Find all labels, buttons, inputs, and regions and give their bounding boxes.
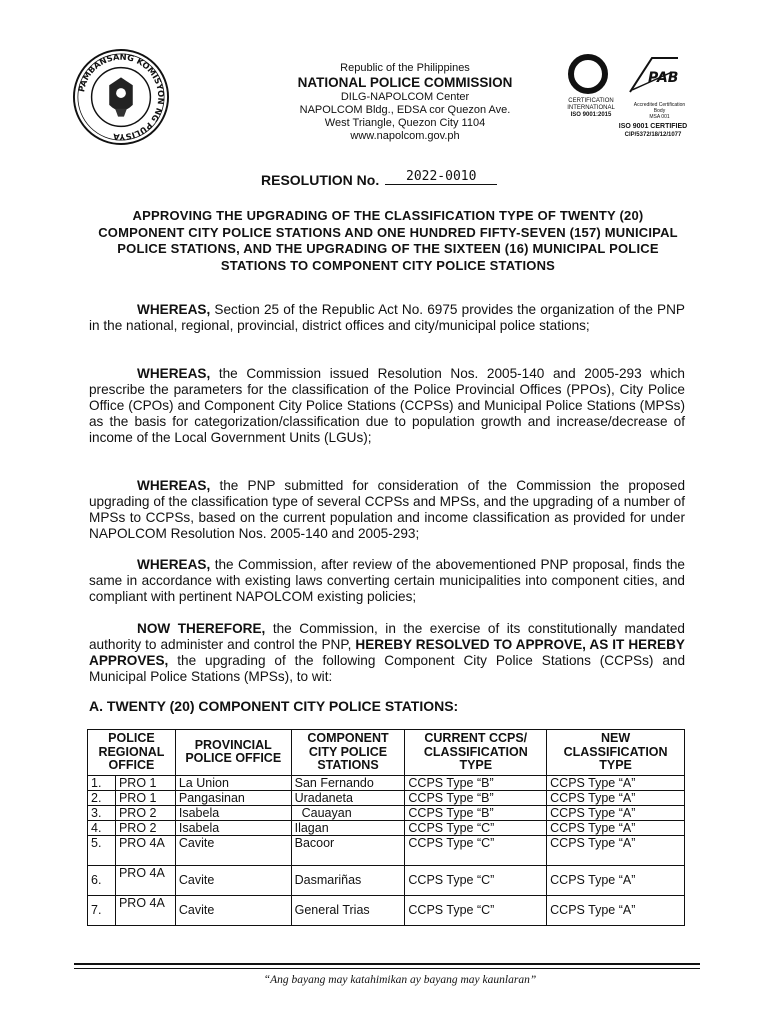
table-row: 2. PRO 1 Pangasinan Uradaneta CCPS Type “B” CCPS Type “A” xyxy=(88,790,685,805)
org-name: NATIONAL POLICE COMMISSION xyxy=(297,75,513,90)
pab-logo-text: PAB xyxy=(648,70,679,86)
address-line-2: West Triangle, Quezon City 1104 xyxy=(324,117,486,129)
col-header-new: NEW CLASSIFICATION TYPE xyxy=(547,730,685,776)
resolution-number-value: 2022-0010 xyxy=(385,169,497,185)
center-line: DILG-NAPOLCOM Center xyxy=(340,91,470,103)
cert-text: CERTIFICATION INTERNATIONAL ISO 9001:2015 xyxy=(567,98,615,118)
col-header-current: CURRENT CCPS/ CLASSIFICATION TYPE xyxy=(405,730,547,776)
footer-rule-thin xyxy=(74,968,700,969)
table-row: 5. PRO 4A Cavite Bacoor CCPS Type “C” CCPS Type “A” xyxy=(88,835,685,865)
whereas-paragraph-3: WHEREAS, the PNP submitted for consideration of the Commission the proposed upgrading of the classification type of several CCPSs and MPSs, and the upgrading of a number of MPSs to CCPSs, based on the current population and income classification as provided for under NAPOLCOM Resolution Nos. 2005-140 and 2005-293; xyxy=(89,478,685,541)
pab-text: Accredited Certification Body MSA 001 xyxy=(633,102,686,120)
col-header-ppo: PROVINCIAL POLICE OFFICE xyxy=(175,730,291,776)
footer-motto: “Ang bayang may katahimikan ay bayang may kaunlaran” xyxy=(263,974,537,986)
napolcom-seal xyxy=(72,48,170,146)
letterhead xyxy=(255,62,555,143)
table-row: 7. PRO 4A Cavite General Trias CCPS Type “C” CCPS Type “A” xyxy=(88,895,685,925)
whereas-paragraph-2: WHEREAS, the Commission issued Resolution Nos. 2005-140 and 2005-293 which prescribe the parameters for the classification of the Police Provincial Offices (PPOs), City Police Office (CPOs) and Component City Police Stations (CCPSs) and Municipal Police Stations (MPSs) as the basis for categorization/classification due to population growth and increase/decrease of income of the Local Government Units (LGUs); xyxy=(89,366,685,445)
website: www.napolcom.gov.ph xyxy=(350,130,460,142)
footer-rule-thick xyxy=(74,963,700,965)
table-row: 4. PRO 2 Isabela Ilagan CCPS Type “C” CCPS Type “A” xyxy=(88,820,685,835)
ccps-table xyxy=(87,729,685,926)
section-a-heading: A. TWENTY (20) COMPONENT CITY POLICE STATIONS: xyxy=(89,698,459,714)
whereas-paragraph-1: WHEREAS, Section 25 of the Republic Act No. 6975 provides the organization of the PNP in the national, regional, provincial, district offices and city/municipal police stations; xyxy=(89,302,685,333)
address-line-1: NAPOLCOM Bldg., EDSA cor Quezon Ave. xyxy=(299,104,511,116)
table-header-row xyxy=(88,730,685,776)
whereas-paragraph-4: WHEREAS, the Commission, after review of the abovementioned PNP proposal, finds the same in accordance with existing laws converting certain municipalities into component cities, and compliant with pertinent NAPOLCOM existing policies; xyxy=(89,557,685,604)
resolve-paragraph: NOW THEREFORE, the Commission, in the exercise of its constitutionally mandated authority to administer and control the PNP, HEREBY RESOLVED TO APPROVE, AS IT HEREBY APPROVES, the upgrading of the following Component City Police Stations (CCPSs) and Municipal Police Stations (MPSs), to wit: xyxy=(89,621,685,684)
iso-certified: ISO 9001 CERTIFIED CIP/5372/18/12/1077 xyxy=(618,123,688,138)
table-row: 6. PRO 4A Cavite Dasmariñas CCPS Type “C” CCPS Type “A” xyxy=(88,865,685,895)
republic-line: Republic of the Philippines xyxy=(340,62,470,74)
table-row: 1. PRO 1 La Union San Fernando CCPS Type “B” CCPS Type “A” xyxy=(88,775,685,790)
resolution-number: RESOLUTION No. 2022-0010 xyxy=(261,172,497,190)
svg-text:PAMBANSANG KOMISYON NG PULISYA: PAMBANSANG KOMISYON NG PULISYA xyxy=(76,51,167,143)
col-header-station: COMPONENT CITY POLICE STATIONS xyxy=(291,730,405,776)
col-header-pro: POLICE REGIONAL OFFICE xyxy=(88,730,176,776)
table-row: 3. PRO 2 Isabela Cauayan CCPS Type “B” CCPS Type “A” xyxy=(88,805,685,820)
resolution-title: APPROVING THE UPGRADING OF THE CLASSIFICATION TYPE OF TWENTY (20) COMPONENT CITY POLICE STATIONS AND ONE HUNDRED FIFTY-SEVEN (157) MUNICIPAL POLICE STATIONS, AND THE UPGRADING OF THE SIXTEEN (16) MUNICIPAL POLICE STATIONS TO COMPONENT CITY POLICE STATIONS xyxy=(98,208,678,273)
